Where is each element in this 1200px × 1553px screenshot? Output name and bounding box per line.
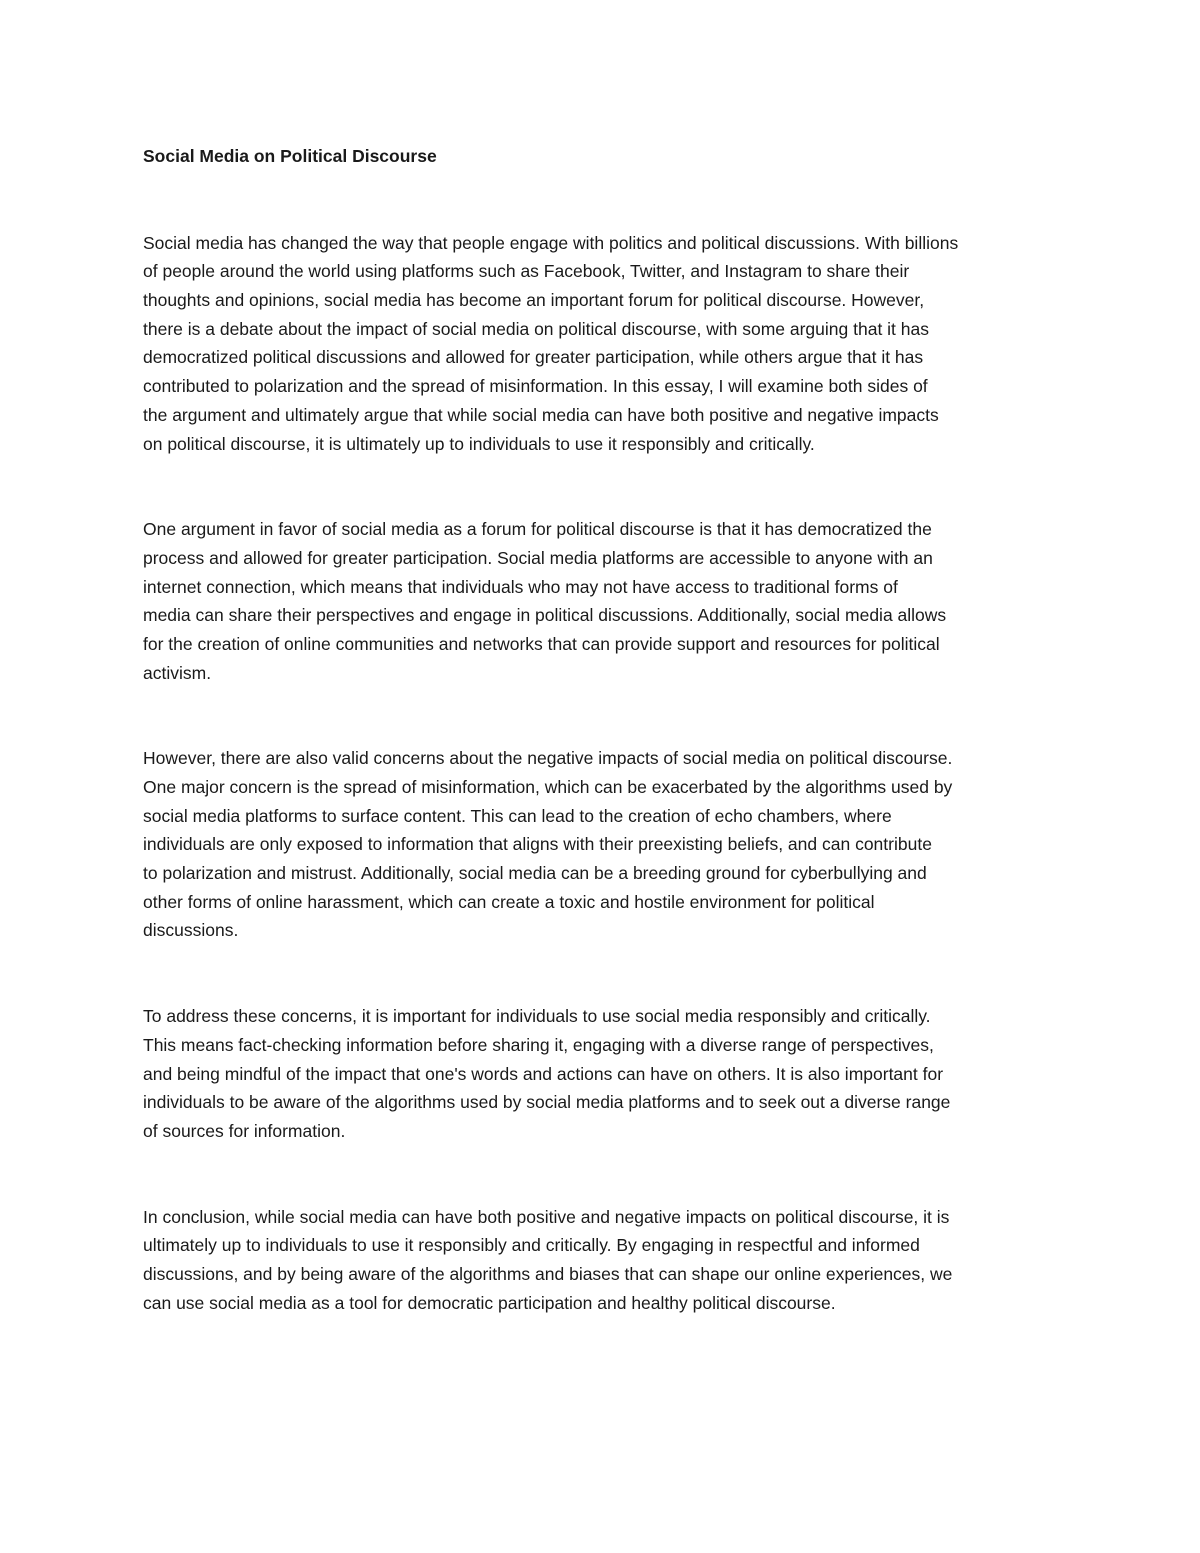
text-line: One argument in favor of social media as a forum for political discourse is that it has democratized the — [143, 519, 932, 540]
text-line: of sources for information. — [143, 1120, 346, 1141]
text-line: other forms of online harassment, which can create a toxic and hostile environment for political — [143, 891, 875, 912]
text-line: to polarization and mistrust. Additionally, social media can be a breeding ground for cyberbullying and — [143, 863, 927, 884]
text-line: democratized political discussions and allowed for greater participation, while others argue that it has — [143, 347, 924, 368]
document-title: Social Media on Political Discourse — [143, 146, 437, 166]
spacer — [143, 945, 1063, 1002]
spacer — [143, 171, 1063, 229]
text-line: individuals to be aware of the algorithms used by social media platforms and to seek out a diverse range — [143, 1092, 951, 1113]
text-line: contributed to polarization and the spread of misinformation. In this essay, I will examine both sides of — [143, 376, 928, 397]
text-line: However, there are also valid concerns about the negative impacts of social media on political discourse. — [143, 748, 953, 769]
text-line: individuals are only exposed to information that aligns with their preexisting beliefs, and can contribute — [143, 834, 932, 855]
text-line: media can share their perspectives and engage in political discussions. Additionally, social media allows — [143, 605, 947, 626]
text-line: Social media has changed the way that people engage with politics and political discussions. With billions — [143, 232, 959, 253]
text-line: activism. — [143, 662, 212, 683]
text-line: process and allowed for greater participation. Social media platforms are accessible to anyone with an — [143, 547, 933, 568]
text-line: there is a debate about the impact of social media on political discourse, with some arguing that it has — [143, 318, 929, 339]
paragraph-argument-for — [143, 515, 1063, 687]
paragraph-conclusion — [143, 1203, 1063, 1318]
text-line: This means fact-checking information before sharing it, engaging with a diverse range of perspectives, — [143, 1034, 934, 1055]
paragraph-intro — [143, 229, 1063, 459]
text-line: discussions. — [143, 920, 239, 941]
paragraph-addressing-concerns — [143, 1002, 1063, 1145]
text-line: the argument and ultimately argue that while social media can have both positive and negative impacts — [143, 404, 939, 425]
text-line: social media platforms to surface content. This can lead to the creation of echo chambers, where — [143, 805, 892, 826]
spacer — [143, 687, 1063, 744]
text-line: thoughts and opinions, social media has become an important forum for political discourse. However, — [143, 290, 925, 311]
spacer — [143, 1146, 1063, 1203]
text-line: can use social media as a tool for democratic participation and healthy political discourse. — [143, 1292, 836, 1313]
text-line: and being mindful of the impact that one's words and actions can have on others. It is also important for — [143, 1063, 944, 1084]
text-line: of people around the world using platforms such as Facebook, Twitter, and Instagram to share their — [143, 261, 910, 282]
text-line: ultimately up to individuals to use it responsibly and critically. By engaging in respectful and informed — [143, 1235, 920, 1256]
text-line: In conclusion, while social media can have both positive and negative impacts on political discourse, it is — [143, 1206, 950, 1227]
text-line: on political discourse, it is ultimately up to individuals to use it responsibly and critically. — [143, 433, 815, 454]
text-line: discussions, and by being aware of the algorithms and biases that can shape our online experiences, we — [143, 1263, 953, 1284]
paragraph-concerns — [143, 744, 1063, 945]
document-body — [143, 142, 1063, 1317]
text-line: for the creation of online communities and networks that can provide support and resources for political — [143, 633, 940, 654]
text-line: To address these concerns, it is important for individuals to use social media responsibly and critically. — [143, 1006, 931, 1027]
text-line: One major concern is the spread of misinformation, which can be exacerbated by the algorithms used by — [143, 777, 953, 797]
spacer — [143, 458, 1063, 515]
text-line: internet connection, which means that individuals who may not have access to traditional forms of — [143, 576, 898, 597]
